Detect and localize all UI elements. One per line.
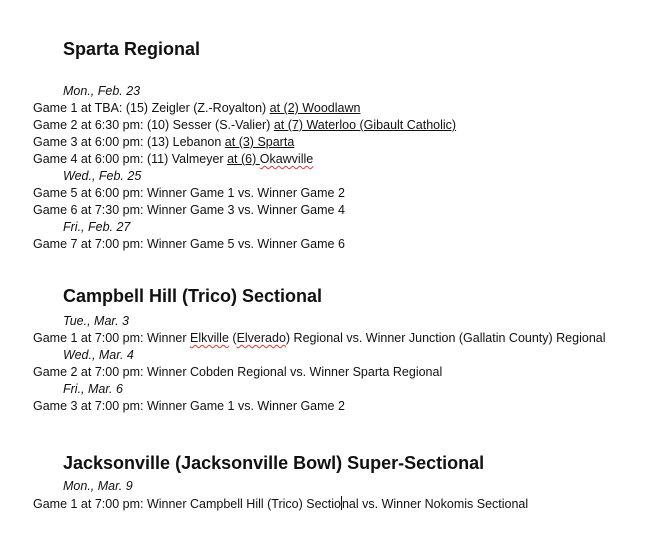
game-text: Game 3 at 6:00 pm: (13) Lebanon	[33, 135, 225, 149]
host-underlined: at (6)	[227, 152, 260, 166]
section-title-jacksonville-super-sectional: Jacksonville (Jacksonville Bowl) Super-Sectional	[63, 453, 485, 473]
host-underlined: at (3) Sparta	[224, 135, 295, 149]
game-line	[33, 152, 313, 167]
game-line	[33, 101, 360, 116]
date-line: Wed., Mar. 4	[63, 348, 134, 362]
section-title-campbell-hill-sectional: Campbell Hill (Trico) Sectional	[63, 286, 323, 306]
host-underlined: at (7) Waterloo (Gibault Catholic)	[273, 118, 457, 132]
game-line: Game 5 at 6:00 pm: Winner Game 1 vs. Winner Game 2	[33, 186, 345, 200]
game-text: Game 1 at TBA: (15) Zeigler (Z.-Royalton)	[33, 101, 270, 115]
host-underlined: at (2) Woodlawn	[269, 101, 361, 115]
spellcheck-word[interactable]: Elkville	[190, 331, 229, 345]
game-line	[33, 331, 606, 346]
game-text: Game 1 at 7:00 pm: Winner	[33, 331, 191, 345]
game-line	[33, 118, 456, 133]
game-line: Game 3 at 7:00 pm: Winner Game 1 vs. Winner Game 2	[33, 399, 345, 413]
date-line: Wed., Feb. 25	[63, 169, 142, 183]
game-text: Game 4 at 6:00 pm: (11) Valmeyer	[33, 152, 228, 166]
date-line: Tue., Mar. 3	[63, 314, 129, 328]
game-text: Game 1 at 7:00 pm: Winner Campbell Hill (Trico) Sectio	[33, 497, 341, 511]
spellcheck-word[interactable]: Okawville	[259, 152, 314, 166]
section-title-sparta-regional: Sparta Regional	[63, 39, 201, 59]
game-text: ) Regional vs. Winner Junction (Gallatin County) Regional	[285, 331, 606, 345]
date-line: Fri., Mar. 6	[63, 382, 123, 396]
game-line: Game 2 at 7:00 pm: Winner Cobden Regional vs. Winner Sparta Regional	[33, 365, 443, 379]
game-line: Game 6 at 7:30 pm: Winner Game 3 vs. Winner Game 4	[33, 203, 345, 217]
date-line: Fri., Feb. 27	[63, 220, 131, 234]
game-text: Game 2 at 6:30 pm: (10) Sesser (S.-Valier)	[33, 118, 274, 132]
date-line: Mon., Mar. 9	[63, 479, 133, 493]
game-text: (	[228, 331, 237, 345]
game-line: Game 7 at 7:00 pm: Winner Game 5 vs. Winner Game 6	[33, 237, 345, 251]
spellcheck-word[interactable]: Elverado	[236, 331, 286, 345]
game-line	[33, 135, 294, 150]
game-line[interactable]	[33, 496, 528, 512]
game-text: nal vs. Winner Nokomis Sectional	[341, 497, 529, 511]
date-line: Mon., Feb. 23	[63, 84, 141, 98]
